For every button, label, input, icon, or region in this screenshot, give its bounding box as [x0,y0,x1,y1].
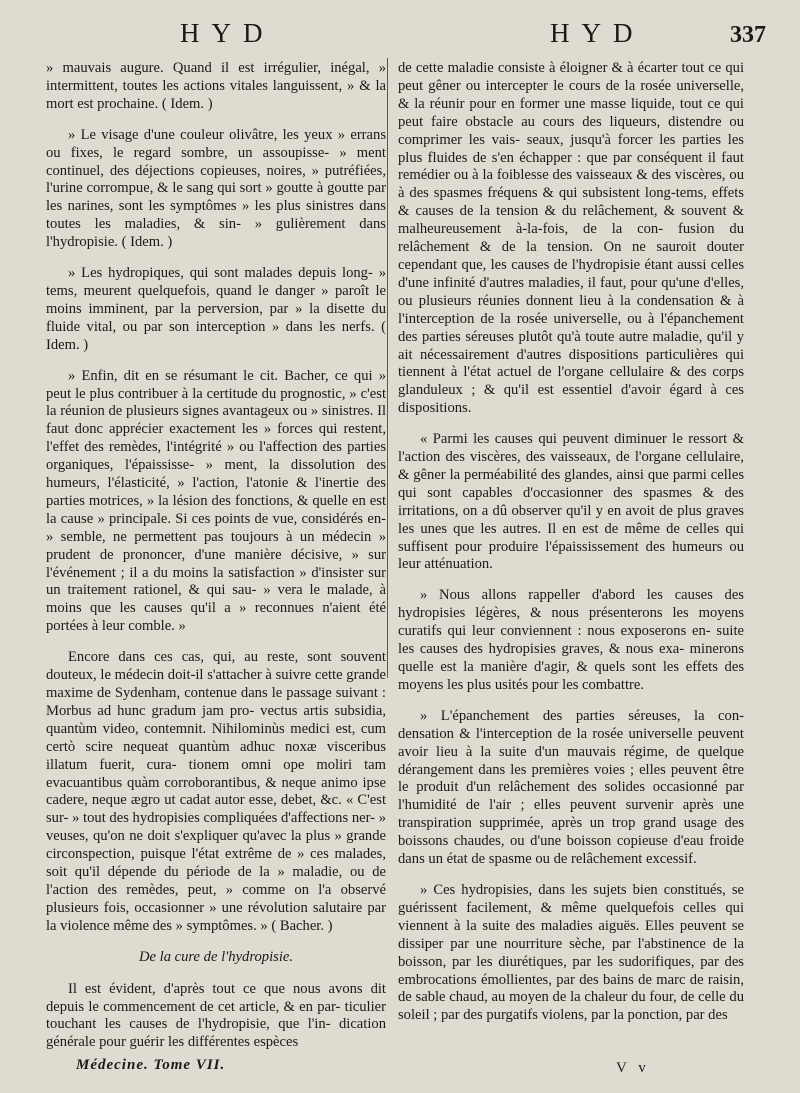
paragraph: » Enfin, dit en se résumant le cit. Bacher, ce qui » peut le plus contribuer à la certitude du prognostic, » c'est la réunion de plusieurs signes avantageux ou » sinistres. Il faut donc apprécier exactement les » forces qui restent, l'effet des remèdes, l'intégrité » ou l'affection des parties organiques, l'épaississe- » ment, la dissolution des humeurs, l'élasticité, » l'action, l'atonie & l'inertie des parties motrices, » la lésion des fonctions, & quelle en est la cause » principale. Si ces points de vue, considérés en- » semble, ne permettent pas toujours à un médecin » prudent de prononcer, d'une manière décisive, » sur l'événement ; il a du moins la satisfaction » d'insister sur un traitement rationel, & qui sau- » vera le malade, à moins que les causes qu'il a » reconnues n'aient été portées à leur comble. » [46,367,386,635]
paragraph: » Ces hydropisies, dans les sujets bien constitués, se guérissent facilement, & même quelquefois celles qui viennent à la suite des maladies aiguës. Elles peuvent se dissiper par une nourriture sèche, par l'abstinence de la boisson, par les diurétiques, par les sudorifiques, par des embrocations émollientes, par des bains de marc de raisin, de sable chaud, au moyen de la chaleur du four, de celle du soleil ; par des purgatifs violens, par la ponction, par des [398,881,744,1024]
signature-mark: V v [616,1060,650,1076]
paragraph: » Nous allons rappeller d'abord les causes des hydropisies légères, & nous présenterons les moyens curatifs qui leur conviennent : nous exposerons en- suite les causes des hydropisies graves, & nous exa- minerons quelle est la manière d'agir, & quels sont les effets des moyens les plus usités pour les combattre. [398,587,744,693]
page-number: 337 [730,22,766,48]
column-divider [387,58,388,678]
paragraph: Encore dans ces cas, qui, au reste, sont souvent douteux, le médecin doit-il s'attacher à suivre cette grande maxime de Sydenham, contenue dans le passage suivant : Morbus ad hunc gradum jam pro- vectus artis subsidia, quantùm video, contemnit. Nihilominùs medici est, cum certò scire nequeat quantùm adhuc noxæ visceribus illatum fuerit, cura- tionem omni ope moliri tam evacuantibus quàm corroborantibus, & neque animo ipse cadere, neque ægro ut cadat autor esse, debet, &c. « C'est sur- » tout des hydropisies compliquées d'affections ner- » veuses, qu'on ne doit s'expliquer qu'avec la plus » grande circonspection, puisque l'état extrême de » ces malades, soit qu'il dépende du période de la » maladie, ou de l'action des remèdes, peut, » comme on l'a observé plusieurs fois, occasionner » une révolution salutaire par la violence même des » symptômes. » ( Bacher. ) [46,649,386,934]
paragraph: Il est évident, d'après tout ce que nous avons dit depuis le commencement de cet article, & en par- ticulier touchant les causes de l'hydropisie, que l'in- dication générale pour guérir les différentes espèces [46,980,386,1051]
running-header [30,18,780,52]
paragraph: de cette maladie consiste à éloigner & à écarter tout ce qui peut gêner ou intercepter le cours de la rosée universelle, & la réunir pour en former une masse liquide, tout ce qui peut faire obstacle au cours des liqueurs, distendre ou comprimer les vais- seaux, jusqu'à forcer les parties les plus fluides de s'en échapper : que par conséquent il faut remédier ou à la foiblesse des vaisseaux & des viscères, ou à des spasmes fréquens & qui subsistent long-tems, effets & causes de la tension & du relâchement, & souvent & malheureusement à-la-fois, de la con- fusion du relâchement & de la tension. On ne sauroit douter cependant que, les causes de l'hydropisie étant aussi celles d'une infinité d'autres maladies, il faut, pour qu'une d'elles, ou plusieurs réunies donnent lieu à la condensation & à l'interception de la rosée universelle, ou à l'épanchement des parties séreuses plutôt qu'à toute autre maladie, qu'il y ait nécessairement d'autres dispositions particulières qui tiennent à l'état actuel de l'organe cellulaire & des corps glanduleux ; & qu'il est essentiel d'avoir égard à ces dispositions. [398,60,744,417]
right-column [398,60,744,1038]
paragraph: » mauvais augure. Quand il est irrégulier, inégal, » intermittent, toutes les actions vitales languissent, » & la mort est prochaine. ( Idem. ) [46,60,386,112]
header-left: HYD [180,18,275,48]
paragraph: « Parmi les causes qui peuvent diminuer le ressort & l'action des viscères, des vaisseaux, de l'organe cellulaire, & gêner la perméabilité des glandes, ainsi que parmi celles qui sont capables d'occasionner des spasmes & des irritations, on a dû observer qu'il y en avoit de plus graves les unes que les autres. Il en est de même de celles qui suffisent pour produire l'épaississement des humeurs ou leur atténuation. [398,431,744,573]
section-heading: De la cure de l'hydropisie. [138,948,294,965]
left-column [46,60,386,1065]
footer-title: Médecine. Tome VII. [76,1057,226,1073]
header-right: HYD [550,18,645,48]
paragraph: » L'épanchement des parties séreuses, la con- densation & l'interception de la rosée universelle peuvent avoir lieu à la suite d'un mauvais régime, de quelque dérangement dans les premières voies ; elles peuvent être le produit d'un relâchement des solides occasionné par l'humidité de l'air ; elles peuvent survenir après une transpiration supprimée, après un trop grand usage des boissons chaudes, ou d'une boisson copieuse d'eau froide dans un état de spasme ou de relâchement excessif. [398,707,744,868]
paragraph: » Les hydropiques, qui sont malades depuis long- » tems, meurent quelquefois, quand le danger » paroît le moins imminent, par la perversion, par » la disette du fluide vital, ou par son interception » dans les nerfs. ( Idem. ) [46,265,386,353]
paragraph: » Le visage d'une couleur olivâtre, les yeux » errans ou fixes, le regard sombre, un assoupisse- » ment continuel, des déjections copieuses, noires, » putréfiées, l'urine corrompue, & le sang qui sort » goutte à goutte par les narines, sont les symptômes » les plus sinistres dans toutes les maladies, & sin- » gulièrement dans l'hydropisie. ( Idem. ) [46,126,386,251]
